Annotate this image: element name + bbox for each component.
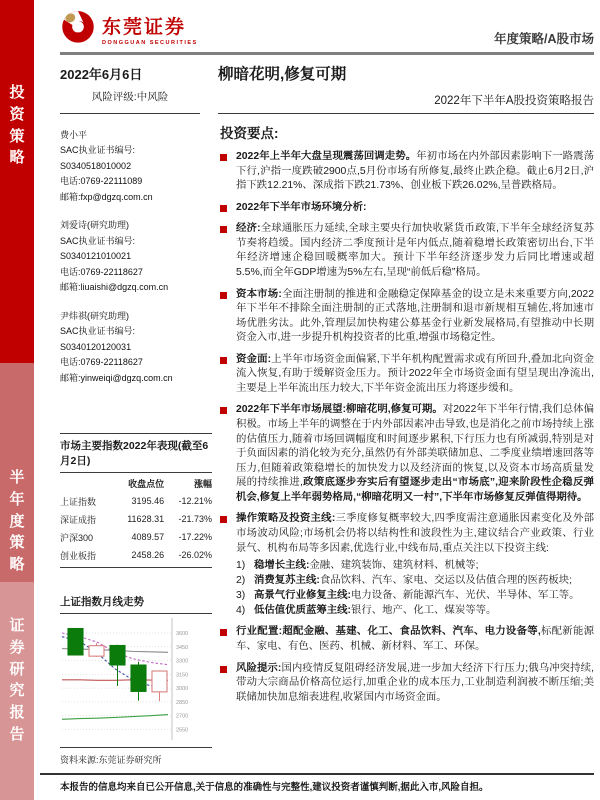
index-table-row: 深证成指 11628.31 -21.73%	[60, 514, 212, 525]
a-email: 邮箱:liuaishi@dgzq.com.cn	[60, 282, 169, 293]
key-point	[220, 222, 594, 280]
a-sac: S0340518010002	[60, 160, 132, 171]
a-sac-label: SAC执业证书编号:	[60, 235, 136, 246]
bullet-square-icon	[220, 407, 227, 414]
index-table-bottom-rule	[60, 567, 212, 568]
sidebar-label-halfyear-strategy: 半 年 度 策 略	[9, 469, 25, 573]
sidebar-band-research-report	[0, 582, 34, 800]
bullet-square-icon	[220, 357, 227, 364]
svg-text:3450: 3450	[176, 644, 189, 651]
key-points-heading: 投资要点:	[220, 126, 279, 141]
investment-themes-list	[236, 558, 594, 618]
key-point	[220, 403, 594, 505]
index-col-change: 涨幅	[193, 479, 212, 490]
investment-theme-item: 2) 消费复苏主线: 食品饮料、汽车、家电、交运以及估值合理的医药板块;	[236, 575, 573, 587]
index-col-close: 收盘点位	[128, 479, 165, 490]
key-point-text: 行业配置:超配金融、基建、化工、食品饮料、汽车、电力设备等,标配新能源车、家电、有色、医药、机械、新材料、军工、环保。	[236, 626, 595, 652]
report-date: 2022年6月6日	[60, 67, 143, 82]
a-phone: 电话:0769-22118627	[60, 266, 143, 277]
sidebar-label-investment-strategy: 投 资 策 略	[9, 84, 25, 167]
bullet-square-icon	[220, 226, 227, 233]
key-point-text: 风险提示:国内疫情反复阻碍经济发展,进一步加大经济下行压力;俄乌冲突持续,带动大宗商品价格高位运行,加重企业的成本压力,工业制造利润被不断压缩;美联储加快加息缩表进程,收紧国内市场资金面。	[236, 662, 594, 703]
sse-monthly-chart-block	[60, 594, 212, 766]
report-page	[34, 0, 600, 800]
a-sac-label: SAC执业证书编号:	[60, 326, 136, 337]
index-table-row: 沪深300 4089.57 -17.22%	[60, 532, 212, 543]
key-point	[220, 353, 594, 397]
investment-theme-item: 1) 稳增长主线: 金融、建筑装饰、建筑材料、机械等;	[236, 560, 479, 572]
a-name: 刘爱诗(研究助理)	[60, 220, 129, 231]
a-phone: 电话:0769-22111089	[60, 176, 143, 187]
bullet-square-icon	[220, 629, 227, 636]
index-table-row: 创业板指 2458.26 -26.02%	[60, 550, 212, 561]
key-point	[220, 150, 594, 194]
risk-rating: 风险评级:中风险	[60, 89, 200, 114]
left-sidebar	[0, 0, 34, 800]
key-point-text: 2022年下半年市场环境分析:	[236, 201, 367, 213]
sse-candlestick-svg	[60, 618, 200, 740]
key-points-list	[220, 150, 594, 705]
header-divider	[60, 52, 594, 55]
investment-theme-item: 3) 高景气行业修复主线: 电力设备、新能源汽车、光伏、半导体、军工等。	[236, 590, 580, 602]
a-name: 费小平	[60, 130, 88, 140]
disclaimer-text: 本报告的信息均来自已公开信息,关于信息的准确性与完整性,建议投资者谨慎判断,据此入市,风险自担。	[60, 782, 489, 794]
main-column	[212, 120, 594, 773]
key-point-text: 2022年下半年市场展望:柳暗花明,修复可期。对2022年下半年行情,我们总体偏积极。市场上半年的调整在于内外部因素冲击导致,也是消化之前市场持续上涨的估值压力,随着市场回调幅度和时间逐步累积,下行压力也有所减弱,特别是对于负面因素的消化较为充分,虽然仍有外部美联储加息、二季度业绩增速回落等压力,但随着政策稳增长的加快发力以及经济面的恢复,以及资本市场高质量发展的持续推进,政策底逐步夯实后有望逐步走出“市场底”,迎来阶段性企稳反弹机会,修复上半年弱势格局,“柳暗花明又一村”,下半年市场修复反弹值得期待。	[236, 404, 595, 503]
index-col-name	[60, 473, 111, 492]
sidebar-band-investment-strategy	[0, 0, 34, 363]
svg-text:2550: 2550	[176, 727, 189, 734]
a-sac: S0340120120031	[60, 341, 132, 352]
market-index-table	[60, 433, 212, 568]
a-name: 尹炜祺(研究助理)	[60, 310, 129, 321]
key-point-text: 资金面:上半年市场资金面偏紧,下半年机构配置需求或有所回升,叠加北向资金流入恢复,有助于缓解资金压力。预计2022年全市场资金面有望呈现出净流出,主要是上半年流出压力较大,下半年资金流出压力将逐步缓和。	[236, 353, 594, 394]
dongguan-securities-logo-icon	[60, 8, 96, 49]
a-phone: 电话:0769-22118627	[60, 357, 143, 368]
bullet-square-icon	[220, 205, 227, 212]
key-point	[220, 662, 594, 706]
chart-title: 上证指数月线走势	[60, 594, 212, 614]
key-point	[220, 288, 594, 346]
report-subtitle: 2022年下半年A股投资策略报告	[218, 89, 594, 114]
footer	[40, 773, 594, 800]
left-column	[60, 120, 212, 773]
key-point-text: 经济:全球通胀压力延续,全球主要央行加快收紧货币政策,下半年全球经济复苏节奏将趋缓。国内经济二季度预计是年内低点,随着稳增长政策密切出台,下半年经济增速企稳回暖概率加大。预计下半年经济逐步发力后同比增速或超5.5%,而全年GDP增速为5%左右,呈现“前低后稳”格局。	[236, 223, 594, 278]
svg-text:3000: 3000	[176, 686, 189, 693]
brand-name-en: DONGGUAN SECURITIES	[102, 39, 198, 46]
key-point-text: 操作策略及投资主线:三季度修复概率较大,四季度需注意通胀因素变化及外部市场波动风险;市场机会仍将以结构性和波段性为主,建议结合产业政策、行业景气、机构布局等多因素,优选行业,中线布局,重点关注以下投资主线: 1) 稳增长主线: 金融、建筑装饰、建筑材料、机械等; 2) 消费复苏主线: 食品饮料、汽车、家电、交运以及估值合理的医药板块; 3) 高景气行业修复主线: 电力设备、新能源汽车、光伏、半导体、军工等。 4) 低估值优质蓝筹主线: 银行、地产、化工、煤炭等等。	[236, 512, 594, 618]
report-category: 年度策略/A股市场	[493, 32, 594, 46]
bullet-square-icon	[220, 154, 227, 161]
chart-source: 资料来源:东莞证券研究所	[60, 747, 212, 766]
a-email: 邮箱:yinweiqi@dgzq.com.cn	[60, 372, 173, 383]
key-point-text: 资本市场:全面注册制的推进和金融稳定保障基金的设立是未来重要方向,2022年下半年不排除全面注册制的正式落地,注册制和退市新规相互辅佐,将加速市场优胜劣汰。此外,管理层加快构建公募基金行业新发展格局,有望推动中长期资金入市,进一步提升机构投资者的比重,增强市场稳定性。	[236, 288, 594, 344]
sidebar-band-halfyear-strategy	[0, 363, 34, 582]
key-point	[220, 512, 594, 618]
sidebar-label-research-report: 证 券 研 究 报 告	[9, 617, 25, 743]
candlestick-chart	[60, 618, 212, 745]
svg-text:3300: 3300	[176, 658, 189, 665]
svg-text:2850: 2850	[176, 699, 189, 706]
key-point	[220, 625, 594, 654]
a-sac-label: SAC执业证书编号:	[60, 145, 136, 156]
index-table-title: 市场主要指数2022年表现(截至6月2日)	[60, 433, 212, 473]
a-sac: S0340121010021	[60, 251, 132, 262]
bullet-square-icon	[220, 666, 227, 673]
brand-logo	[60, 8, 198, 49]
analyst-card	[60, 309, 212, 386]
key-point-text: 2022年上半年大盘呈现震荡回调走势。年初市场在内外部因素影响下一路震荡下行,沪指一度跌破2900点,5月份市场有所修复,最终止跌企稳。截止6月2日,沪指下跌12.21%、深成指下跌21.73%、创业板下跌26.02%,呈普跌格局。	[236, 151, 594, 192]
header	[60, 8, 594, 52]
investment-theme-item: 4) 低估值优质蓝筹主线: 银行、地产、化工、煤炭等等。	[236, 605, 497, 617]
svg-text:3150: 3150	[176, 672, 189, 679]
a-email: 邮箱:fxp@dgzq.com.cn	[60, 191, 153, 202]
analyst-list	[60, 128, 212, 386]
index-table-row: 上证指数 3195.46 -12.21%	[60, 496, 212, 507]
bullet-square-icon	[220, 292, 227, 299]
report-title: 柳暗花明,修复可期	[218, 66, 347, 83]
analyst-card	[60, 128, 212, 205]
analyst-card	[60, 218, 212, 295]
svg-text:3600: 3600	[176, 630, 189, 637]
svg-text:2700: 2700	[176, 713, 189, 720]
key-point	[220, 201, 594, 216]
bullet-square-icon	[220, 516, 227, 523]
brand-name-cn: 东莞证券	[102, 16, 187, 38]
